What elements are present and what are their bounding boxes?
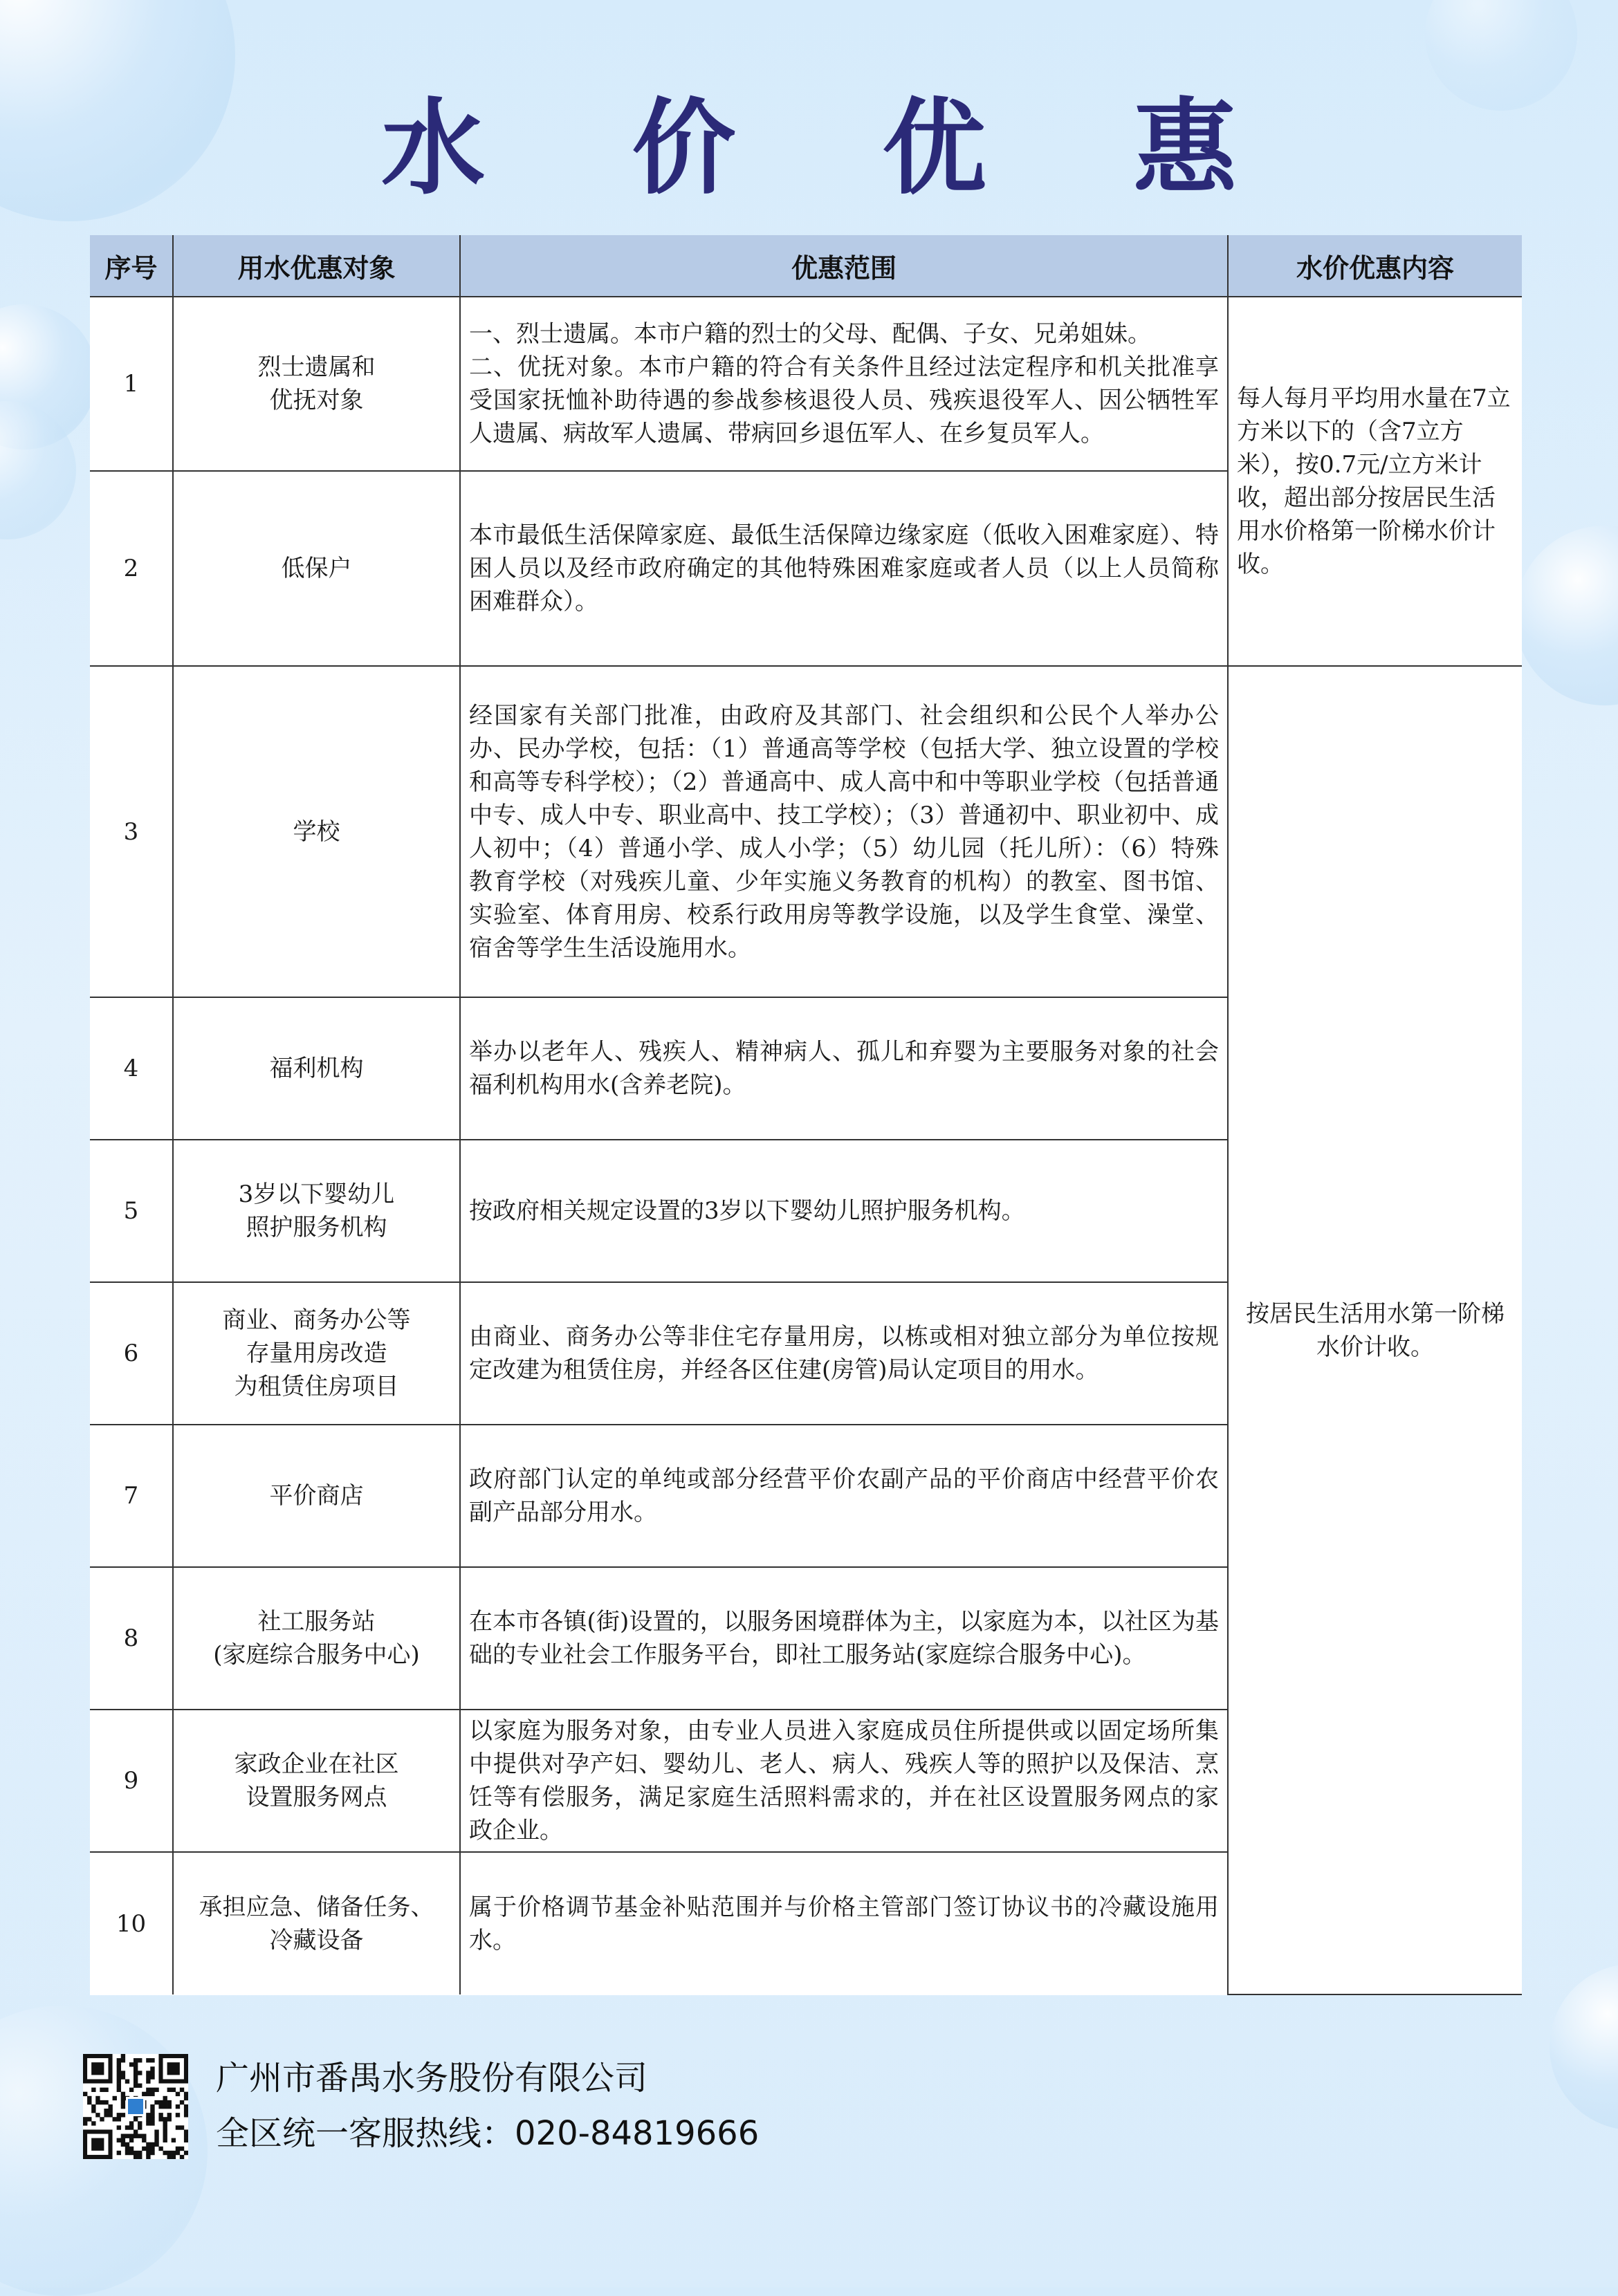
discount-content-b: 按居民生活用水第一阶梯水价计收。	[1228, 666, 1522, 1994]
page-title: 水 价 优 惠	[381, 89, 1292, 209]
qr-code-icon[interactable]	[83, 2054, 188, 2159]
table-row	[90, 666, 1522, 997]
discount-content-a: 每人每月平均用水量在7立方米以下的（含7立方米），按0.7元/立方米计收，超出部分按居民生活用水价格第一阶梯水价计收。	[1228, 297, 1522, 666]
row-target: 学校	[173, 666, 460, 997]
decor-bubble	[1550, 1964, 1618, 2130]
row-no: 7	[90, 1425, 173, 1567]
service-hotline: 全区统一客服热线：020-84819666	[216, 2114, 760, 2153]
decor-bubble	[1515, 526, 1618, 705]
row-scope: 经国家有关部门批准，由政府及其部门、社会组织和公民个人举办公办、民办学校，包括：（1）普通高等学校（包括大学、独立设置的学校和高等专科学校）；（2）普通高中、成人高中和中等职业学校（包括普通中专、成人中专、职业高中、技工学校）；（3）普通初中、职业初中、成人初中；（4）普通小学、成人小学；（5）幼儿园（托儿所）：（6）特殊教育学校（对残疾儿童、少年实施义务教育的机构）的教室、图书馆、实验室、体育用房、校系行政用房等教学设施，以及学生食堂、澡堂、宿舍等学生生活设施用水。	[460, 666, 1228, 997]
row-no: 2	[90, 471, 173, 666]
row-no: 10	[90, 1852, 173, 1994]
row-target: 烈士遗属和 优抚对象	[173, 297, 460, 471]
row-target: 低保户	[173, 471, 460, 666]
row-target: 商业、商务办公等 存量用房改造 为租赁住房项目	[173, 1282, 460, 1425]
company-name: 广州市番禺水务股份有限公司	[216, 2059, 648, 2098]
row-no: 6	[90, 1282, 173, 1425]
row-scope: 本市最低生活保障家庭、最低生活保障边缘家庭（低收入困难家庭）、特困人员以及经市政府确定的其他特殊困难家庭或者人员（以上人员简称困难群众）。	[460, 471, 1228, 666]
row-scope: 在本市各镇(街)设置的，以服务困境群体为主，以家庭为本，以社区为基础的专业社会工作服务平台，即社工服务站(家庭综合服务中心)。	[460, 1567, 1228, 1710]
row-scope: 政府部门认定的单纯或部分经营平价农副产品的平价商店中经营平价农副产品部分用水。	[460, 1425, 1228, 1567]
row-no: 5	[90, 1140, 173, 1282]
row-scope: 由商业、商务办公等非住宅存量用房，以栋或相对独立部分为单位按规定改建为租赁住房，并经各区住建(房管)局认定项目的用水。	[460, 1282, 1228, 1425]
row-scope: 属于价格调节基金补贴范围并与价格主管部门签订协议书的冷藏设施用水。	[460, 1852, 1228, 1994]
row-target: 社工服务站 (家庭综合服务中心)	[173, 1567, 460, 1710]
row-scope: 以家庭为服务对象，由专业人员进入家庭成员住所提供或以固定场所集中提供对孕产妇、婴幼儿、老人、病人、残疾人等的照护以及保洁、烹饪等有偿服务，满足家庭生活照料需求的，并在社区设置服务网点的家政企业。	[460, 1710, 1228, 1852]
row-scope: 一、烈士遗属。本市户籍的烈士的父母、配偶、子女、兄弟姐妹。 二、优抚对象。本市户籍的符合有关条件且经过法定程序和机关批准享受国家抚恤补助待遇的参战参核退役人员、残疾退役军人、因公牺牲军人遗属、病故军人遗属、带病回乡退伍军人、在乡复员军人。	[460, 297, 1228, 471]
row-no: 9	[90, 1710, 173, 1852]
row-no: 3	[90, 666, 173, 997]
row-target: 承担应急、储备任务、 冷藏设备	[173, 1852, 460, 1994]
header-no: 序号	[90, 235, 173, 297]
row-target: 3岁以下婴幼儿 照护服务机构	[173, 1140, 460, 1282]
row-no: 8	[90, 1567, 173, 1710]
footer	[83, 2054, 1121, 2165]
row-no: 4	[90, 997, 173, 1140]
header-scope: 优惠范围	[460, 235, 1228, 297]
row-target: 家政企业在社区 设置服务网点	[173, 1710, 460, 1852]
qr-code-graphic	[83, 2054, 188, 2159]
row-scope: 举办以老年人、残疾人、精神病人、孤儿和弃婴为主要服务对象的社会福利机构用水(含养老院)。	[460, 997, 1228, 1140]
row-scope: 按政府相关规定设置的3岁以下婴幼儿照护服务机构。	[460, 1140, 1228, 1282]
row-target: 福利机构	[173, 997, 460, 1140]
table-row	[90, 297, 1522, 471]
row-target: 平价商店	[173, 1425, 460, 1567]
row-no: 1	[90, 297, 173, 471]
table-header-row	[90, 235, 1522, 297]
header-target: 用水优惠对象	[173, 235, 460, 297]
water-price-discount-table	[90, 235, 1522, 1995]
header-content: 水价优惠内容	[1228, 235, 1522, 297]
